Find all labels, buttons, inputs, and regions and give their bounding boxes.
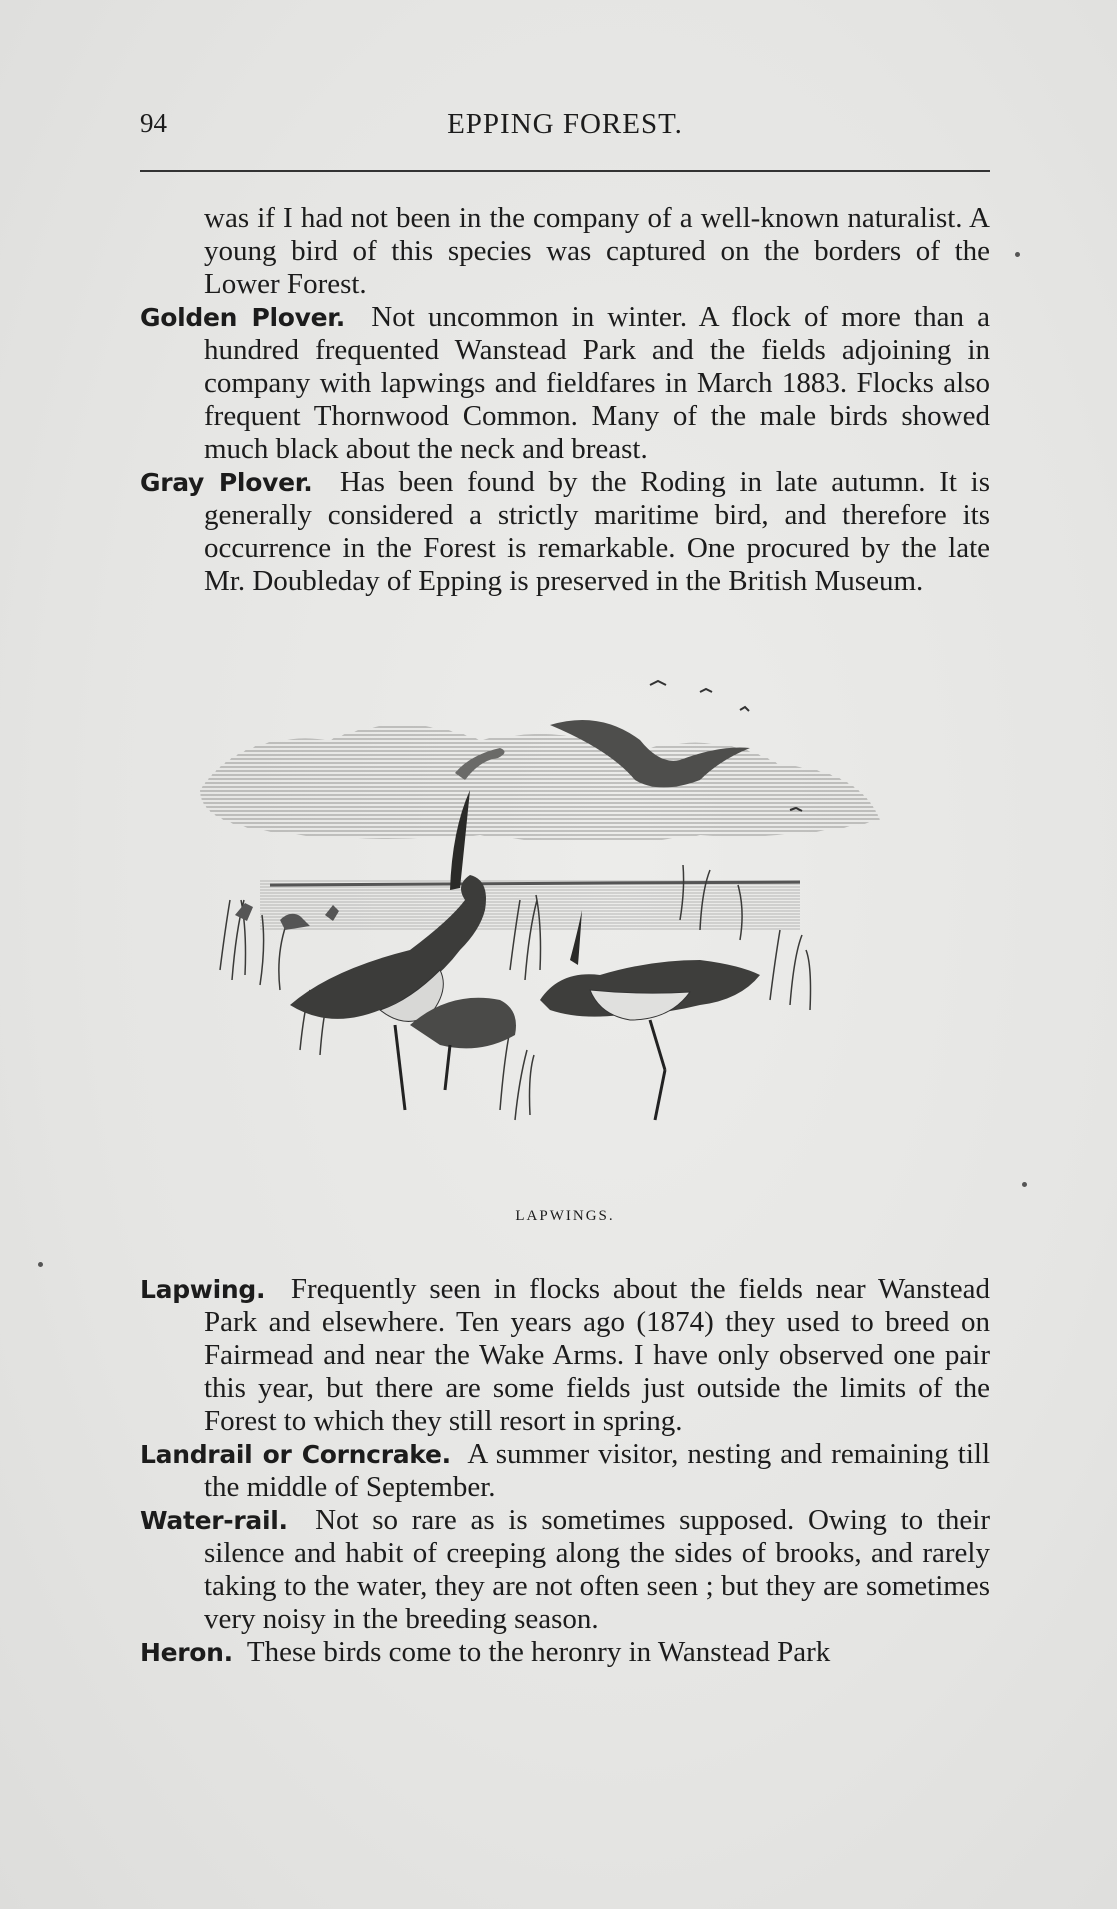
header-rule (140, 170, 990, 172)
entry-term: Golden Plover. (140, 303, 345, 332)
entry-landrail (140, 1438, 990, 1504)
print-speck (1022, 1182, 1027, 1187)
entry-text: Has been found by the Roding in late autumn. It is generally considered a strictly maritime bird, and therefore its occurrence in the Forest is remarkable. One procured by the late Mr. Doubleday of Epping is preserved in the British Museum. (204, 466, 991, 597)
entry-golden-plover (140, 301, 990, 466)
entry-text: Frequently seen in flocks about the fields near Wanstead Park and elsewhere. Ten years ago (1874) they used to breed on Fairmead and near the Wake Arms. I have only observed one pair this year, but there are some fields just outside the limits of the Forest to which they still resort in spring. (204, 1273, 990, 1437)
entry-text: These birds come to the heronry in Wanstead Park (246, 1636, 831, 1668)
entry-lapwing (140, 1273, 990, 1438)
entry-heron (140, 1636, 990, 1669)
entry-term: Lapwing. (140, 1275, 266, 1304)
page-number: 94 (140, 108, 167, 138)
entry-term: Water-rail. (140, 1506, 288, 1535)
continuation-paragraph: was if I had not been in the company of a well-known naturalist. A young bird of this species was captured on the borders of the Lower Forest. (204, 202, 990, 300)
print-speck (1015, 252, 1020, 257)
entry-term: Gray Plover. (140, 468, 313, 497)
illustration-caption: LAPWINGS. (515, 1208, 615, 1224)
entry-term: Heron. (140, 1638, 233, 1667)
lapwings-illustration (180, 670, 960, 1190)
entry-text: Not so rare as is sometimes supposed. Owing to their silence and habit of creeping along the sides of brooks, and rarely taking to the water, they are not often seen ; but they are sometimes very noisy in the breeding season. (204, 1504, 990, 1635)
print-speck (38, 1262, 43, 1267)
text-block-bottom (140, 1273, 990, 1669)
entry-text: Not uncommon in winter. A flock of more than a hundred frequented Wanstead Park and the fields adjoining in company with lapwings and fieldfares in March 1883. Flocks also frequent Thornwood Common. Many of the male birds showed much black about the neck and breast. (204, 301, 991, 465)
text-block-top (140, 202, 990, 598)
entry-water-rail (140, 1504, 990, 1636)
entry-term: Landrail or Corncrake. (140, 1440, 451, 1469)
entry-text: A summer visitor, nesting and remaining till the middle of September. (204, 1438, 991, 1503)
entry-gray-plover (140, 466, 990, 598)
running-title: EPPING FOREST. (447, 108, 683, 140)
running-head (140, 108, 990, 148)
